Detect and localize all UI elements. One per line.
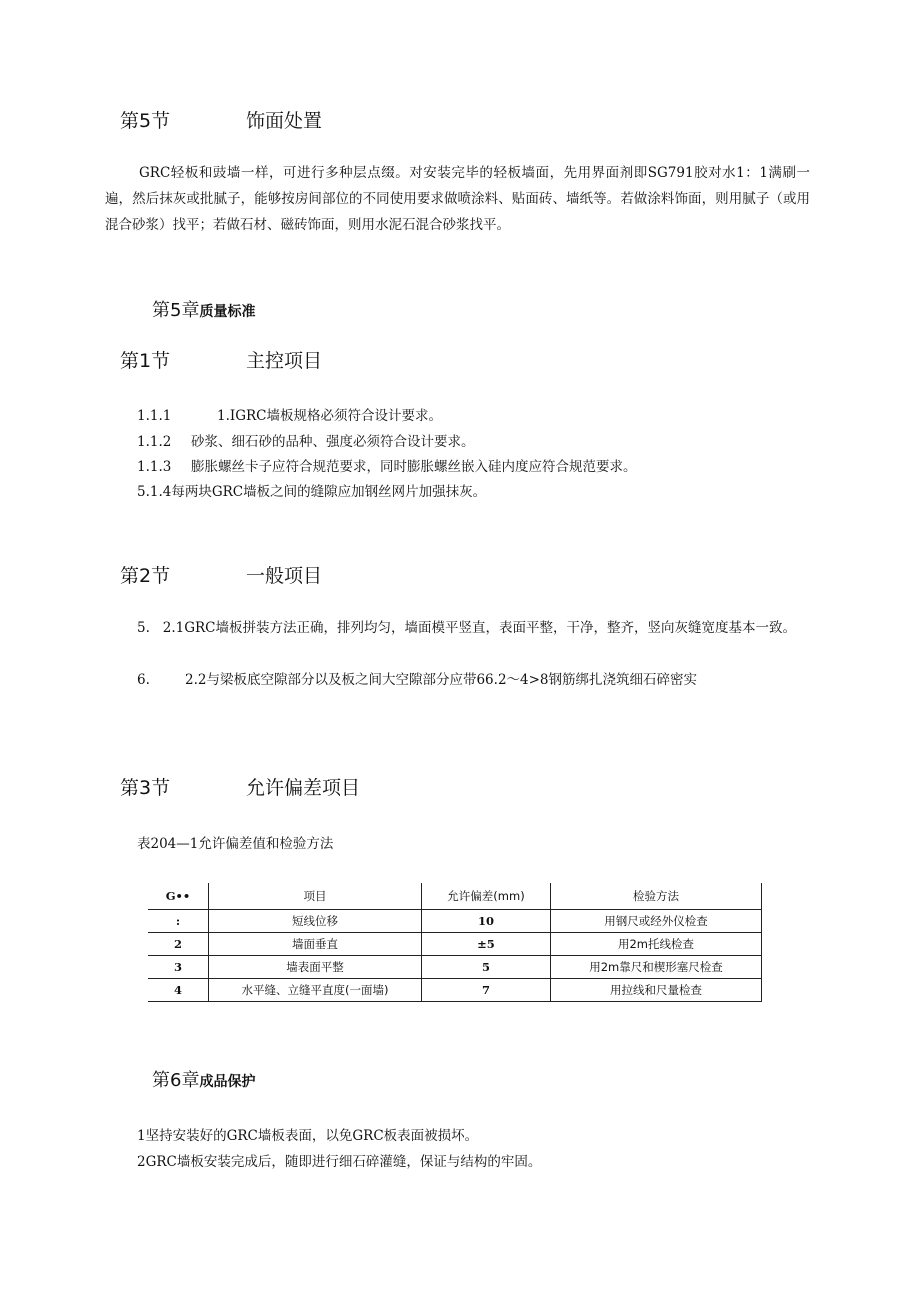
table-cell-index: 2	[148, 933, 209, 956]
item-text: 砂浆、细石砂的品种、强度必须符合设计要求。	[191, 434, 475, 450]
table-header-cell: G••	[148, 883, 209, 910]
table-row	[148, 910, 762, 933]
table-header-cell: 检验方法	[551, 883, 762, 910]
item-text: 膨胀螺丝卡子应符合规范要求，同时膨胀螺丝嵌入硅内度应符合规范要求。	[191, 459, 637, 475]
item-number: 5.	[137, 620, 150, 636]
list-item	[137, 404, 442, 424]
chapter-title: 质量标准	[199, 304, 256, 320]
table-cell-tolerance: 10	[422, 910, 551, 933]
table-cell-index: 4	[148, 979, 209, 1002]
list-item	[105, 617, 810, 640]
table-cell-item: 水平缝、立缝平直度(一面墙)	[209, 979, 422, 1002]
item-number: 1.1.1	[137, 408, 172, 424]
list-item	[137, 430, 475, 450]
item-number: 6.	[137, 672, 150, 688]
table-row	[148, 956, 762, 979]
table-header-cell: 允许偏差(mm)	[422, 883, 551, 910]
list-item: 1坚持安装好的GRC墙板表面，以免GRC板表面被损坏。	[137, 1128, 479, 1144]
section-heading-number: 第3节	[120, 777, 171, 799]
list-item	[137, 455, 637, 475]
table-row	[148, 933, 762, 956]
tolerance-table	[148, 883, 762, 1002]
section-heading-title: 允许偏差项目	[246, 777, 361, 799]
item-text: 5.1.4每两块GRC墙板之间的缝隙应加钢丝网片加强抹灰。	[137, 484, 487, 500]
table-caption: 表204—1允许偏差值和检验方法	[137, 836, 334, 852]
table-cell-tolerance: 5	[422, 956, 551, 979]
item-number: 1.1.3	[137, 459, 172, 475]
list-item	[137, 480, 486, 500]
table-cell-tolerance: ±5	[422, 933, 551, 956]
list-item: 2GRC墙板安装完成后，随即进行细石碎灌缝，保证与结构的牢固。	[137, 1154, 542, 1170]
chapter-heading	[152, 1066, 255, 1092]
section-heading-number: 第5节	[120, 110, 171, 132]
chapter-title: 成品保护	[199, 1074, 256, 1090]
list-item	[137, 668, 697, 688]
table-cell-index: :	[148, 910, 209, 933]
table-cell-method: 用拉线和尺量检查	[551, 979, 762, 1002]
finish-paragraph: GRC轻板和豉墙一样，可进行多种层点缀。对安装完毕的轻板墙面，先用界面剂即SG791胶对水1：1满刷一遍，然后抹灰或批腻子，能够按房间部位的不同使用要求做喷涂料、贴面砖、墙纸等。若做涂料饰面，则用腻子（或用混合砂浆）找平；若做石材、磁砖饰面，则用水泥石混合砂浆找平。	[105, 165, 810, 233]
table-header-row	[148, 883, 762, 910]
chapter-number: 第6章	[152, 1070, 200, 1091]
table-cell-item: 墙表面平整	[209, 956, 422, 979]
table-cell-item: 墙面垂直	[209, 933, 422, 956]
table-cell-index: 3	[148, 956, 209, 979]
section-heading-title: 饰面处置	[246, 110, 323, 132]
section-heading-number: 第1节	[120, 350, 171, 372]
table-header-cell: 项目	[209, 883, 422, 910]
chapter-number: 第5章	[152, 300, 200, 321]
table-row	[148, 979, 762, 1002]
section-heading-title: 一般项目	[246, 565, 323, 587]
item-text: 2.1GRC墙板拼装方法正确，排列均匀，墙面模平竖直，表面平整，干净，整齐，竖向灰缝宽度基本一致。	[162, 620, 797, 636]
section-heading-title: 主控项目	[246, 350, 323, 372]
item-number: 1.1.2	[137, 434, 172, 450]
item-text: 1.IGRC墙板规格必须符合设计要求。	[217, 408, 442, 424]
table-cell-method: 用2m靠尺和楔形塞尺检查	[551, 956, 762, 979]
section-heading-number: 第2节	[120, 565, 171, 587]
table-cell-method: 用钢尺或经外仪检查	[551, 910, 762, 933]
table-cell-tolerance: 7	[422, 979, 551, 1002]
table-cell-item: 短线位移	[209, 910, 422, 933]
chapter-heading	[152, 296, 255, 322]
item-text: 2.2与梁板底空隙部分以及板之间大空隙部分应带66.2～4>8钢筋绑扎浇筑细石碎密实	[185, 672, 698, 688]
table-cell-method: 用2m托线检查	[551, 933, 762, 956]
